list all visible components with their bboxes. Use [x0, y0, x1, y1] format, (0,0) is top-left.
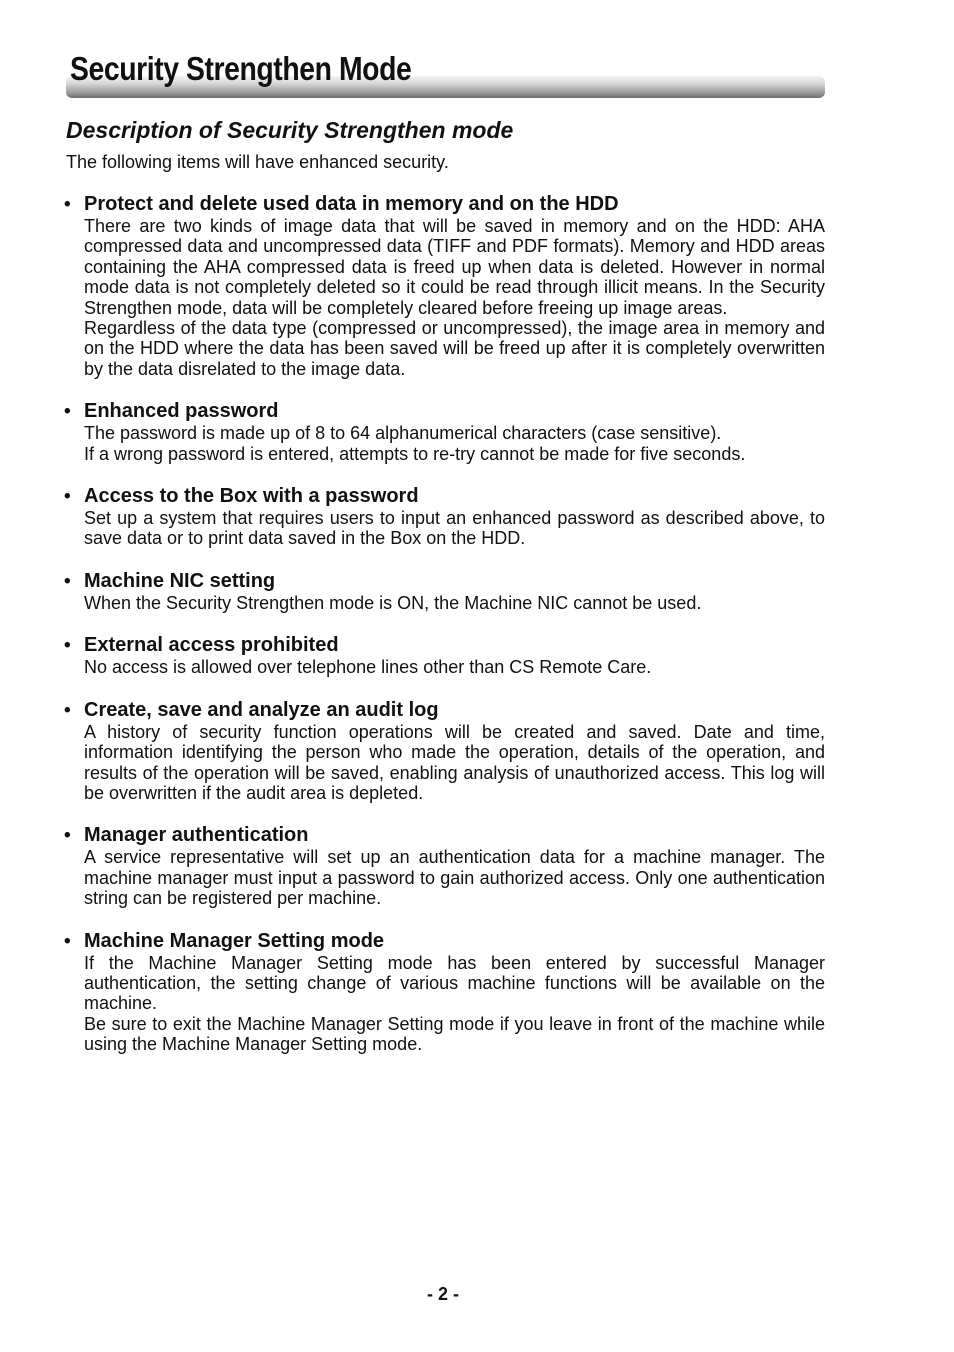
- item-heading: Machine NIC setting: [84, 569, 276, 592]
- list-item: [66, 824, 825, 908]
- bullet-icon: •: [64, 401, 71, 423]
- list-item: [66, 634, 825, 677]
- item-heading: Enhanced password: [84, 400, 279, 423]
- item-paragraph: The password is made up of 8 to 64 alphanumerical characters (case sensitive).: [84, 423, 722, 444]
- item-paragraph: When the Security Strengthen mode is ON, the Machine NIC cannot be used.: [84, 592, 702, 613]
- bullet-icon: •: [64, 825, 71, 847]
- item-paragraph: No access is allowed over telephone lines other than CS Remote Care.: [84, 657, 652, 678]
- bullet-icon: •: [64, 635, 71, 657]
- list-item: [66, 193, 825, 379]
- item-paragraph: There are two kinds of image data that will be saved in memory and on the HDD: AHA compressed data and uncompressed data (TIFF and PDF formats). Memory and HDD areas containing the AHA compressed data is freed up when data is deleted. However in normal mode data is not completely deleted so it could be read through illicit means. In the Security Strengthen mode, data will be completely cleared before freeing up image areas.: [84, 216, 825, 318]
- list-item: [66, 570, 825, 613]
- item-paragraph: Be sure to exit the Machine Manager Setting mode if you leave in front of the machine while using the Machine Manager Setting mode.: [84, 1013, 825, 1055]
- page-number: - 2 -: [426, 1284, 459, 1304]
- item-paragraph: If the Machine Manager Setting mode has been entered by successful Manager authentication, the setting change of various machine functions will be available on the machine.: [84, 952, 825, 1014]
- bullet-icon: •: [64, 570, 71, 592]
- list-item: [66, 699, 825, 804]
- item-paragraph: Regardless of the data type (compressed or uncompressed), the image area in memory and on the HDD where the data has been saved will be freed up after it is completely overwritten by the data disrelated to the image data.: [84, 318, 825, 379]
- list-item: [66, 930, 825, 1055]
- item-heading: Manager authentication: [84, 824, 309, 847]
- item-heading: External access prohibited: [84, 634, 339, 657]
- feature-list: [66, 193, 825, 1055]
- section-heading: Description of Security Strengthen mode: [66, 117, 514, 143]
- page-title: Security Strengthen Mode: [70, 50, 412, 87]
- item-heading: Protect and delete used data in memory and on the HDD: [84, 193, 619, 215]
- bullet-icon: •: [64, 930, 71, 952]
- bullet-icon: •: [64, 699, 71, 721]
- list-item: [66, 485, 825, 549]
- item-paragraph: Set up a system that requires users to input an enhanced password as described above, to save data or to print data saved in the Box on the HDD.: [84, 508, 825, 549]
- item-paragraph: If a wrong password is entered, attempts to re-try cannot be made for five seconds.: [84, 443, 746, 464]
- bullet-icon: •: [64, 194, 71, 215]
- item-heading: Machine Manager Setting mode: [84, 929, 385, 952]
- item-heading: Create, save and analyze an audit log: [84, 698, 439, 721]
- list-item: [66, 400, 825, 464]
- item-paragraph: A service representative will set up an authentication data for a machine manager. The machine manager must input a password to gain authorized access. Only one authentication string can be registered per machine.: [84, 847, 825, 909]
- bullet-icon: •: [64, 486, 71, 508]
- intro-text: The following items will have enhanced security.: [66, 152, 449, 172]
- item-paragraph: A history of security function operations will be created and saved. Date and time, information identifying the person who made the operation, details of the operation, and results of the operation will be saved, enabling analysis of unauthorized access. This log will be overwritten if the audit area is depleted.: [84, 721, 825, 803]
- item-heading: Access to the Box with a password: [84, 485, 419, 508]
